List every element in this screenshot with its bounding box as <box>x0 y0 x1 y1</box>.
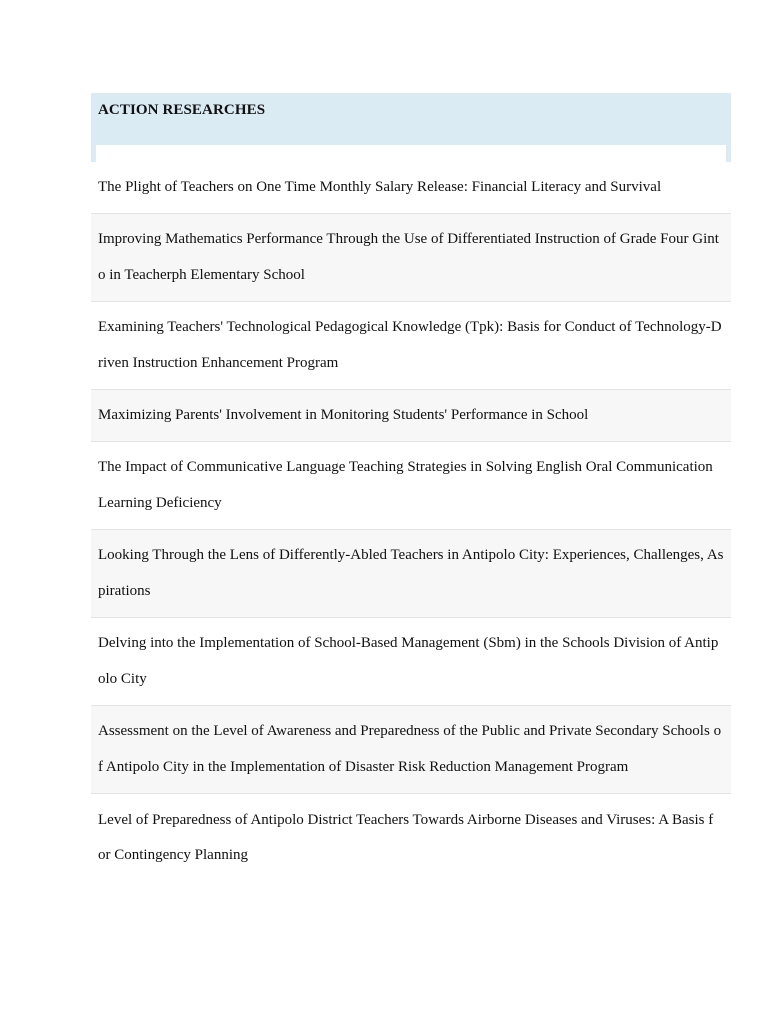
table-row <box>91 530 731 618</box>
table-header <box>91 93 731 162</box>
table-body <box>91 162 731 882</box>
table-row <box>91 214 731 302</box>
table-row <box>91 442 731 530</box>
research-title: The Plight of Teachers on One Time Monthly Salary Release: Financial Literacy and Survival <box>98 178 662 195</box>
table-title: ACTION RESEARCHES <box>98 102 266 118</box>
table-row <box>91 706 731 794</box>
research-title: Delving into the Implementation of School-Based Management (Sbm) in the Schools Division of Antip olo City <box>98 635 719 687</box>
action-researches-table <box>91 93 731 882</box>
table-row <box>91 302 731 390</box>
research-title: Improving Mathematics Performance Through the Use of Differentiated Instruction of Grade Four Gint o in Teacherph Elementary School <box>98 231 719 283</box>
table-row <box>91 390 731 442</box>
research-title: Assessment on the Level of Awareness and Preparedness of the Public and Private Secondary Schools of Antipolo City in the Implementation of Disaster Risk Reduction Management Program <box>98 723 722 775</box>
table-row <box>91 618 731 706</box>
research-title: The Impact of Communicative Language Teaching Strategies in Solving English Oral Communication Learning Deficiency <box>98 459 713 511</box>
table-row <box>91 162 731 214</box>
research-title: Examining Teachers' Technological Pedagogical Knowledge (Tpk): Basis for Conduct of Technology-Driven Instruction Enhancement Program <box>98 319 722 371</box>
research-title: Looking Through the Lens of Differently-Abled Teachers in Antipolo City: Experiences, Challenges, Aspirations <box>98 547 724 599</box>
table-row <box>91 794 731 882</box>
research-title: Level of Preparedness of Antipolo District Teachers Towards Airborne Diseases and Viruses: A Basis f or Contingency Planning <box>98 811 714 863</box>
research-title: Maximizing Parents' Involvement in Monitoring Students' Performance in School <box>98 406 589 423</box>
header-divider <box>96 145 726 162</box>
